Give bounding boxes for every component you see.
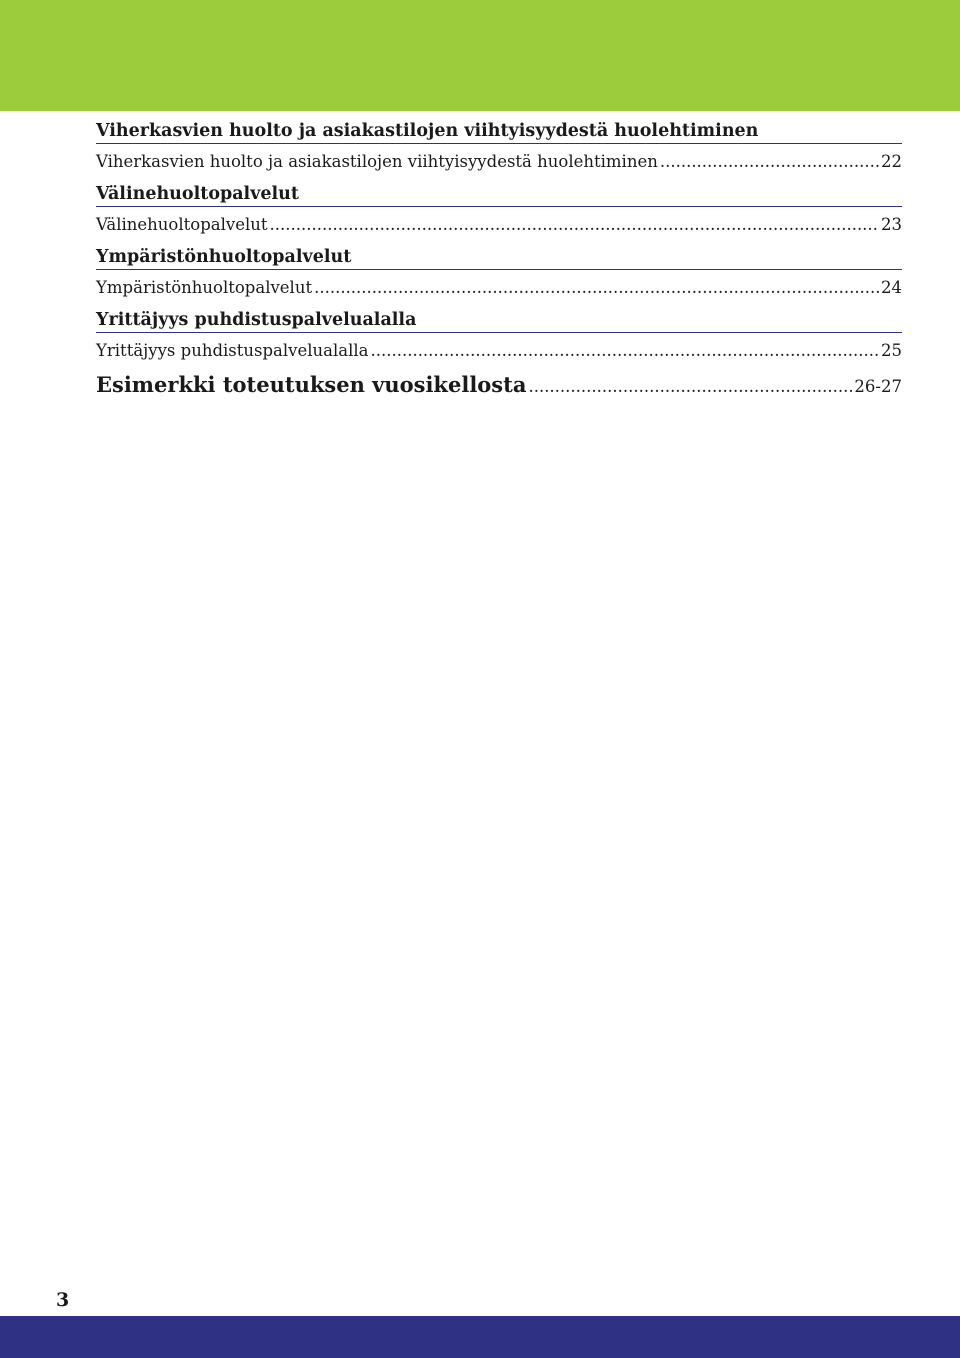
toc-entry-title: Ympäristönhuoltopalvelut <box>96 278 313 297</box>
toc-entry-page: 25 <box>881 341 902 360</box>
toc-entry-title: Viherkasvien huolto ja asiakastilojen viihtyisyydestä huolehtiminen <box>96 152 658 171</box>
toc-entry-title: Välinehuoltopalvelut <box>96 215 268 234</box>
header-color-band <box>0 0 960 111</box>
table-of-contents <box>96 119 902 408</box>
toc-section-heading: Yrittäjyys puhdistuspalvelualalla <box>96 308 902 333</box>
toc-final-entry[interactable] <box>96 371 902 399</box>
dot-leader <box>370 340 879 362</box>
toc-entry-page: 26-27 <box>854 377 902 396</box>
page-number: 3 <box>56 1289 70 1311</box>
toc-section-heading: Viherkasvien huolto ja asiakastilojen viihtyisyydestä huolehtiminen <box>96 119 902 144</box>
toc-entry[interactable] <box>96 151 902 173</box>
footer-color-band <box>0 1316 960 1358</box>
dot-leader <box>314 277 879 299</box>
toc-entry[interactable] <box>96 340 902 362</box>
dot-leader <box>528 373 852 401</box>
toc-entry[interactable] <box>96 214 902 236</box>
toc-entry-page: 22 <box>881 152 902 171</box>
dot-leader <box>270 214 879 236</box>
toc-section-heading: Välinehuoltopalvelut <box>96 182 902 207</box>
toc-entry-title: Yrittäjyys puhdistuspalvelualalla <box>96 341 369 360</box>
toc-entry-title: Esimerkki toteutuksen vuosikellosta <box>96 372 527 397</box>
toc-entry-page: 24 <box>881 278 902 297</box>
dot-leader <box>660 151 879 173</box>
toc-section-heading: Ympäristönhuoltopalvelut <box>96 245 902 270</box>
toc-entry-page: 23 <box>881 215 902 234</box>
toc-entry[interactable] <box>96 277 902 299</box>
